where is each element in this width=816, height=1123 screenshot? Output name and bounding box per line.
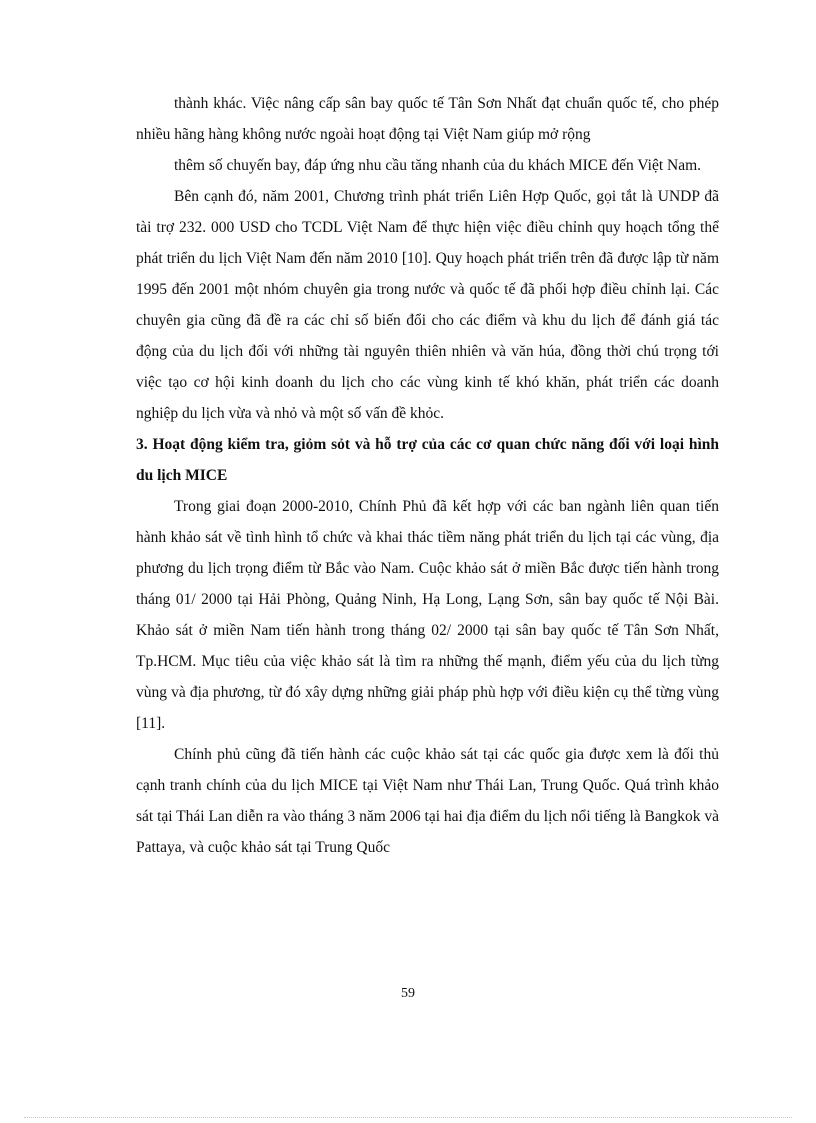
paragraph-3: Bên cạnh đó, năm 2001, Chương trình phát triển Liên Hợp Quốc, gọi tắt là UNDP đã tài trợ 232. 000 USD cho TCDL Việt Nam để thực hiện việc điều chỉnh quy hoạch tổng thể phát triển du lịch Việt Nam đến năm 2010 [10]. Quy hoạch phát triển trên đã được lập từ năm 1995 đến 2001 một nhóm chuyên gia trong nước và quốc tế đã phối hợp điều chỉnh lại. Các chuyên gia cũng đã đề ra các chỉ số biến đổi cho các điểm và khu du lịch để đánh giá tác động của du lịch đối với những tài nguyên thiên nhiên và văn húa, đồng thời chú trọng tới việc tạo cơ hội kinh doanh du lịch cho các vùng kinh tế khó khăn, phát triển các doanh nghiệp du lịch vừa và nhỏ và một số vấn đề khỏc. (136, 188, 719, 422)
paragraph-2: thêm số chuyến bay, đáp ứng nhu cầu tăng nhanh của du khách MICE đến Việt Nam. (174, 157, 702, 174)
page-number: 59 (401, 986, 415, 1001)
page-bottom-divider (24, 1117, 792, 1118)
section-heading: 3. Hoạt động kiểm tra, giỏm sỏt và hỗ trợ của các cơ quan chức năng đối với loại hình du lịch MICE (136, 436, 719, 484)
paragraph-1: thành khác. Việc nâng cấp sân bay quốc tế Tân Sơn Nhất đạt chuẩn quốc tế, cho phép nhiều hãng hàng không nước ngoài hoạt động tại Việt Nam giúp mở rộng (136, 95, 719, 143)
paragraph-5: Chính phủ cũng đã tiến hành các cuộc khảo sát tại các quốc gia được xem là đối thủ cạnh tranh chính của du lịch MICE tại Việt Nam như Thái Lan, Trung Quốc. Quá trình khảo sát tại Thái Lan diễn ra vào tháng 3 năm 2006 tại hai địa điểm du lịch nổi tiếng là Bangkok và Pattaya, và cuộc khảo sát tại Trung Quốc (136, 746, 719, 856)
body-text (136, 88, 719, 863)
paragraph-4: Trong giai đoạn 2000-2010, Chính Phủ đã kết hợp với các ban ngành liên quan tiến hành khảo sát về tình hình tổ chức và khai thác tiềm năng phát triển du lịch tại các vùng, địa phương du lịch trọng điểm từ Bắc vào Nam. Cuộc khảo sát ở miền Bắc được tiến hành trong tháng 01/ 2000 tại Hải Phòng, Quảng Ninh, Hạ Long, Lạng Sơn, sân bay quốc tế Nội Bài. Khảo sát ở miền Nam tiến hành trong tháng 02/ 2000 tại sân bay quốc tế Tân Sơn Nhất, Tp.HCM. Mục tiêu của việc khảo sát là tìm ra những thế mạnh, điểm yếu của du lịch từng vùng và địa phương, từ đó xây dựng những giải pháp phù hợp với điều kiện cụ thể từng vùng [11]. (136, 498, 719, 732)
